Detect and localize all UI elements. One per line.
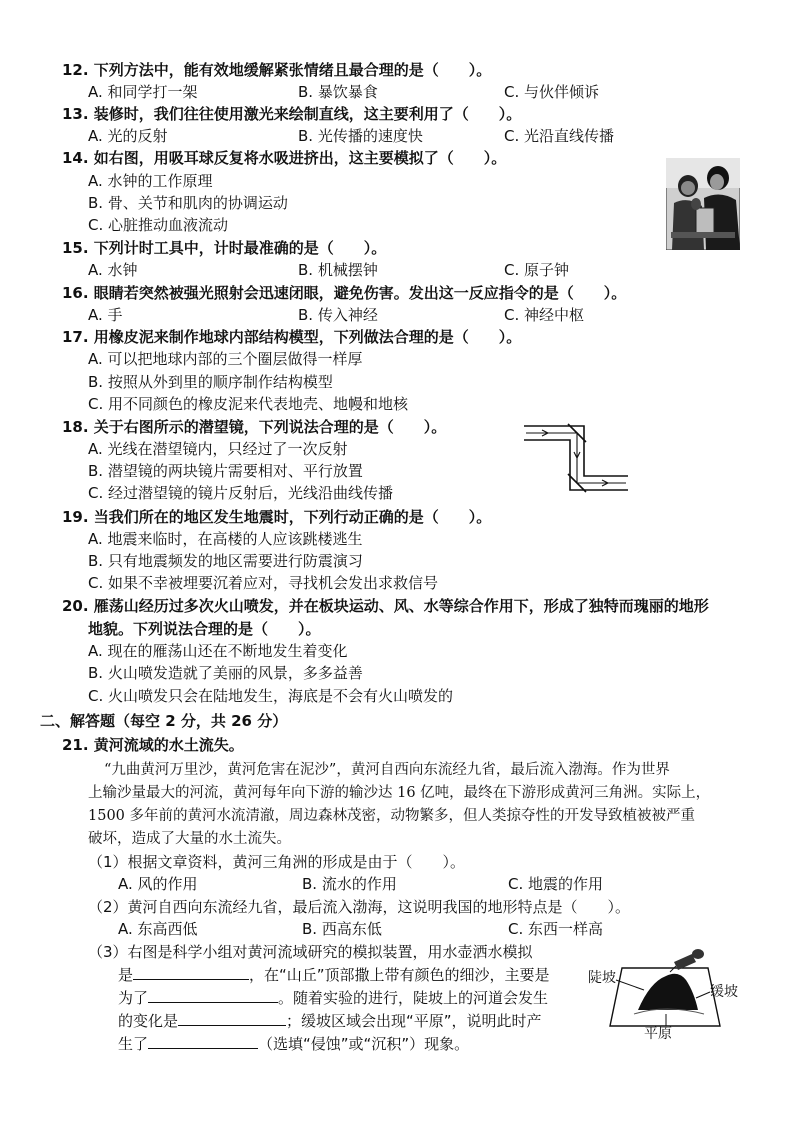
q12-stem: 12. 下列方法中，能有效地缓解紧张情绪且最合理的是（ ）。 xyxy=(62,61,492,79)
q19-stem: 19. 当我们所在的地区发生地震时，下列行动正确的是（ ）。 xyxy=(62,508,492,526)
q21-sub3-text: ；缓坡区域会出现“平原”，说明此时产 xyxy=(286,1012,542,1030)
q17-option-c[interactable]: C. 用不同颜色的橡皮泥来代表地壳、地幔和地核 xyxy=(88,395,409,413)
q21-sub3-text: 生了 xyxy=(118,1035,149,1053)
q21-sub3-line1: （3）右图是科学小组对黄河流域研究的模拟装置，用水壶洒水模拟 xyxy=(88,943,533,961)
erosion-model-figure xyxy=(586,940,752,1044)
q13-option-b[interactable]: B. 光传播的速度快 xyxy=(298,127,423,145)
q20-option-c[interactable]: C. 火山喷发只会在陆地发生，海底是不会有火山喷发的 xyxy=(88,687,454,705)
q21-sub1-option-a[interactable]: A. 风的作用 xyxy=(118,875,198,893)
steep-slope-label: 陡坡 xyxy=(588,970,616,986)
q21-sub3-text: 为了 xyxy=(118,989,149,1007)
q21-sub3-line2 xyxy=(118,965,550,985)
q21-sub2-option-a[interactable]: A. 东高西低 xyxy=(118,920,198,938)
q18-stem: 18. 关于右图所示的潜望镜，下列说法合理的是（ ）。 xyxy=(62,418,447,436)
q14-option-b[interactable]: B. 骨、关节和肌肉的协调运动 xyxy=(88,194,288,212)
q21-passage-line3: 1500 多年前的黄河水流清澈，周边森林茂密，动物繁多，但人类掠夺性的开发导致植被被严重 xyxy=(88,808,696,824)
q18-option-b[interactable]: B. 潜望镜的两块镜片需要相对、平行放置 xyxy=(88,462,363,480)
q18-option-c[interactable]: C. 经过潜望镜的镜片反射后，光线沿曲线传播 xyxy=(88,484,394,502)
q21-sub3-text: （选填“侵蚀”或“沉积”）现象。 xyxy=(258,1035,470,1053)
q21-title: 21. 黄河流域的水土流失。 xyxy=(62,736,244,754)
q21-sub3-text: 是 xyxy=(118,966,134,984)
q15-option-c[interactable]: C. 原子钟 xyxy=(504,261,570,279)
q16-option-a[interactable]: A. 手 xyxy=(88,306,123,324)
q21-sub3-text: 。随着实验的进行，陡坡上的河道会发生 xyxy=(278,989,549,1007)
q21-sub2-option-b[interactable]: B. 西高东低 xyxy=(302,920,382,938)
q17-option-a[interactable]: A. 可以把地球内部的三个圈层做得一样厚 xyxy=(88,350,363,368)
q21-passage-line4: 破坏，造成了大量的水土流失。 xyxy=(88,831,291,847)
q21-sub2-stem: （2）黄河自西向东流经九省，最后流入渤海，这说明我国的地形特点是（ ）。 xyxy=(88,898,631,916)
q20-option-b[interactable]: B. 火山喷发造就了美丽的风景，多多益善 xyxy=(88,664,363,682)
q21-passage-line1: “九曲黄河万里沙，黄河危害在泥沙”，黄河自西向东流经九省，最后流入渤海。作为世界 xyxy=(104,762,670,778)
q14-option-c[interactable]: C. 心脏推动血液流动 xyxy=(88,216,229,234)
q21-sub1-option-b[interactable]: B. 流水的作用 xyxy=(302,875,397,893)
q14-stem: 14. 如右图，用吸耳球反复将水吸进挤出，这主要模拟了（ ）。 xyxy=(62,149,507,167)
q19-option-a[interactable]: A. 地震来临时，在高楼的人应该跳楼逃生 xyxy=(88,530,363,548)
q12-option-a[interactable]: A. 和同学打一架 xyxy=(88,83,198,101)
q15-stem: 15. 下列计时工具中，计时最准确的是（ ）。 xyxy=(62,239,387,257)
q21-sub1-option-c[interactable]: C. 地震的作用 xyxy=(508,875,604,893)
plain-label: 平原 xyxy=(644,1026,672,1042)
q21-sub3-text: 的变化是 xyxy=(118,1012,179,1030)
q19-option-b[interactable]: B. 只有地震频发的地区需要进行防震演习 xyxy=(88,552,363,570)
q16-option-b[interactable]: B. 传入神经 xyxy=(298,306,378,324)
q21-sub2-option-c[interactable]: C. 东西一样高 xyxy=(508,920,604,938)
q19-option-c[interactable]: C. 如果不幸被埋要沉着应对，寻找机会发出求救信号 xyxy=(88,574,439,592)
q20-stem-line1: 20. 雁荡山经历过多次火山喷发，并在板块运动、风、水等综合作用下，形成了独特而瑰丽的地形 xyxy=(62,597,709,615)
q16-stem: 16. 眼睛若突然被强光照射会迅速闭眼，避免伤害。发出这一反应指令的是（ ）。 xyxy=(62,284,627,302)
answer-blank-4[interactable] xyxy=(148,1034,258,1049)
q20-option-a[interactable]: A. 现在的雁荡山还在不断地发生着变化 xyxy=(88,642,348,660)
q21-sub1-stem: （1）根据文章资料，黄河三角洲的形成是由于（ ）。 xyxy=(88,853,466,871)
q21-passage-line2: 上输沙量最大的河流，黄河每年向下游的输沙达 16 亿吨，最终在下游形成黄河三角洲。实际上， xyxy=(88,785,711,801)
q18-option-a[interactable]: A. 光线在潜望镜内，只经过了一次反射 xyxy=(88,440,348,458)
q17-option-b[interactable]: B. 按照从外到里的顺序制作结构模型 xyxy=(88,373,333,391)
q21-sub3-line3 xyxy=(118,988,548,1008)
q21-sub3-text: ，在“山丘”顶部撒上带有颜色的细沙，主要是 xyxy=(249,966,550,984)
q13-option-c[interactable]: C. 光沿直线传播 xyxy=(504,127,615,145)
gentle-slope-label: 缓坡 xyxy=(710,984,738,1000)
answer-blank-1[interactable] xyxy=(133,965,249,980)
q16-option-c[interactable]: C. 神经中枢 xyxy=(504,306,585,324)
q20-stem-line2: 地貌。下列说法合理的是（ ）。 xyxy=(88,620,321,638)
q17-stem: 17. 用橡皮泥来制作地球内部结构模型，下列做法合理的是（ ）。 xyxy=(62,328,522,346)
q15-option-a[interactable]: A. 水钟 xyxy=(88,261,138,279)
q13-option-a[interactable]: A. 光的反射 xyxy=(88,127,168,145)
q12-option-b[interactable]: B. 暴饮暴食 xyxy=(298,83,378,101)
q14-photo-figure xyxy=(666,158,740,250)
answer-blank-2[interactable] xyxy=(148,988,278,1003)
q12-option-c[interactable]: C. 与伙伴倾诉 xyxy=(504,83,600,101)
q14-option-a[interactable]: A. 水钟的工作原理 xyxy=(88,172,213,190)
answer-blank-3[interactable] xyxy=(178,1011,286,1026)
q21-sub3-line5 xyxy=(118,1034,469,1054)
q21-sub3-line4 xyxy=(118,1011,542,1031)
q15-option-b[interactable]: B. 机械摆钟 xyxy=(298,261,378,279)
q13-stem: 13. 装修时，我们往往使用激光来绘制直线，这主要利用了（ ）。 xyxy=(62,105,522,123)
section-2-heading: 二、解答题（每空 2 分，共 26 分） xyxy=(40,712,288,730)
periscope-diagram xyxy=(522,420,632,496)
